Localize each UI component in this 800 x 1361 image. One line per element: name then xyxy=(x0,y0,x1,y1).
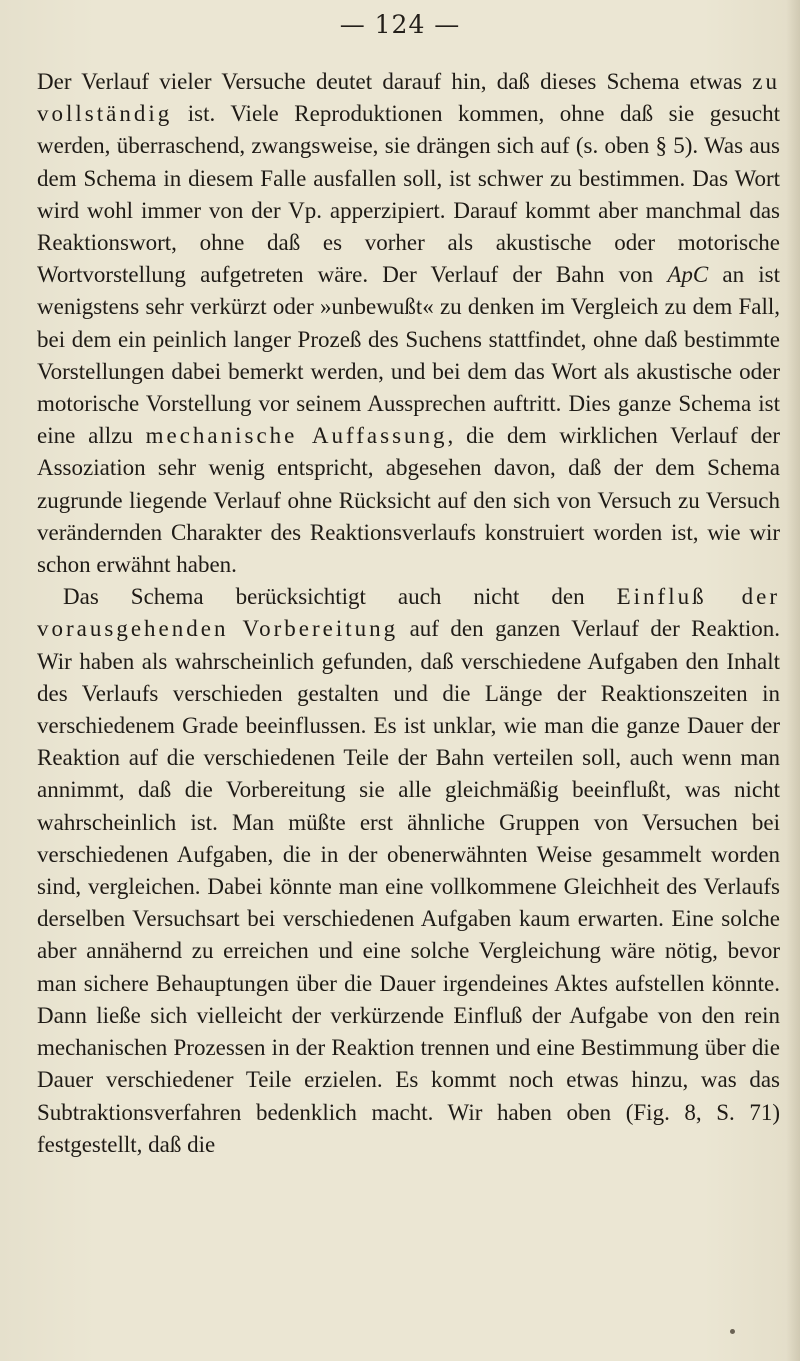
paragraph-1 xyxy=(37,66,780,581)
page-edge-shadow xyxy=(786,0,800,1361)
emphasis-spaced: Einfluß der vorausgehenden Vorbereitung xyxy=(37,584,780,642)
print-speck xyxy=(730,1329,735,1334)
text-segment: an ist wenigstens sehr verkürzt oder »unbewußt« zu denken im Vergleich zu dem Fall, bei dem ein peinlich langer Prozeß des Suchens stattfindet, ohne daß bestimmte Vorstellungen dabei bemerkt werden, und bei dem das Wort als akustische oder motorische Vorstellung vor seinem Aussprechen auftritt. Dies ganze Schema ist eine allzu xyxy=(37,262,780,449)
emphasis-italic: ApC xyxy=(667,262,709,288)
text-segment: Das Schema berücksichtigt auch nicht den xyxy=(63,584,617,610)
text-segment: , die dem wirklichen Verlauf der Assoziation sehr wenig entspricht, abgesehen davon, daß der dem Schema zugrunde liegende Verlauf ohne Rücksicht auf den sich von Versuch zu Versuch verändernden Charakter des Reaktionsverlaufs konstruiert worden ist, wie wir schon erwähnt haben. xyxy=(37,423,780,578)
emphasis-spaced: zu vollständig xyxy=(37,69,780,127)
text-segment: ist. Viele Reproduktionen kommen, ohne daß sie gesucht werden, überraschend, zwangsweise, sie drängen sich auf (s. oben § 5). Was aus dem Schema in diesem Falle ausfallen soll, ist schwer zu bestimmen. Das Wort wird wohl immer von der Vp. apperzipiert. Darauf kommt aber manchmal das Reaktionswort, ohne daß es vorher als akustische oder motorische Wortvorstellung aufgetreten wäre. Der Verlauf der Bahn von xyxy=(37,101,780,288)
page-number: — 124 — xyxy=(339,10,461,39)
paragraph-2 xyxy=(37,581,780,1161)
text-segment: Der Verlauf vieler Versuche deutet darauf hin, daß dieses Schema etwas xyxy=(37,69,753,94)
emphasis-spaced: mechanische Auffassung xyxy=(145,423,448,449)
text-segment: auf den ganzen Verlauf der Reaktion. Wir haben als wahrscheinlich gefunden, daß verschiedene Aufgaben den Inhalt des Verlaufs verschieden gestalten und die Länge der Reaktionszeiten in verschiedenem Grade beeinflussen. Es ist unklar, wie man die ganze Dauer der Reaktion auf die verschiedenen Teile der Bahn verteilen soll, auch wenn man annimmt, daß die Vorbereitung sie alle gleichmäßig beeinflußt, was nicht wahrscheinlich ist. Man müßte erst ähnliche Gruppen von Versuchen bei verschiedenen Aufgaben, die in der obenerwähnten Weise gesammelt worden sind, vergleichen. Dabei könnte man eine vollkommene Gleichheit des Verlaufs derselben Versuchsart bei verschiedenen Aufgaben kaum erwarten. Eine solche aber annähernd zu erreichen und eine solche Vergleichung wäre nötig, bevor man sichere Behauptungen über die Dauer irgendeines Aktes aufstellen könnte. Dann ließe sich vielleicht der verkürzende Einfluß der Aufgabe von den rein mechanischen Prozessen in der Reaktion trennen und eine Bestimmung über die Dauer verschiedener Teile erzielen. Es kommt noch etwas hinzu, was das Subtraktionsverfahren bedenklich macht. Wir haben oben (Fig. 8, S. 71) festgestellt, daß die xyxy=(37,616,780,1157)
body-text xyxy=(37,66,780,1161)
